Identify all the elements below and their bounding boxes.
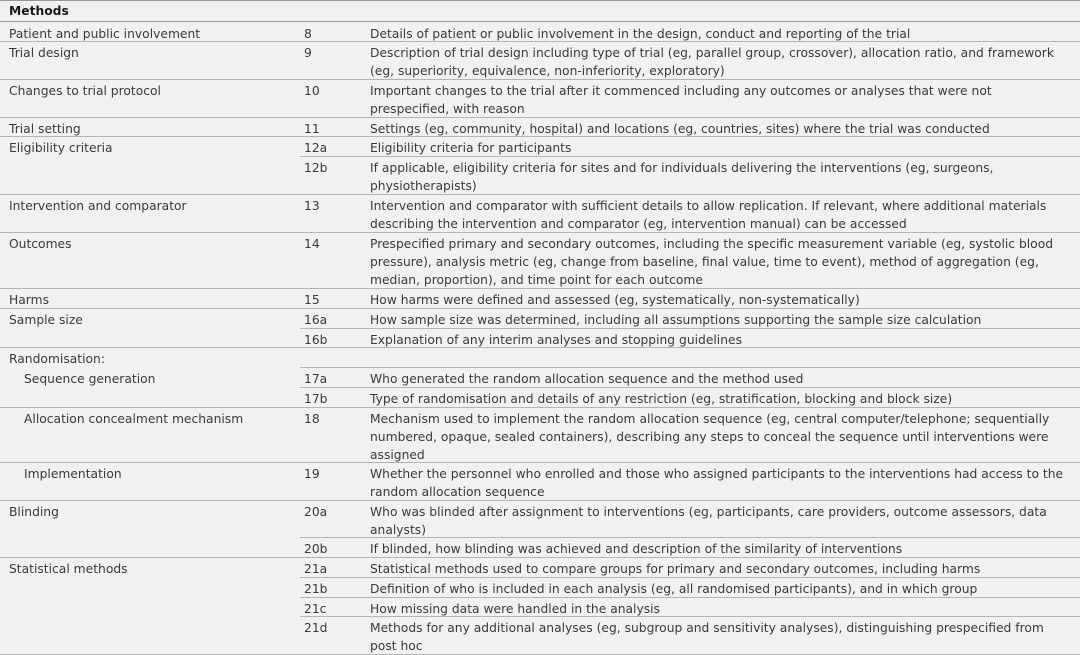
item-number: 16a — [304, 313, 328, 327]
table-row — [0, 308, 1080, 328]
item-number: 20a — [304, 505, 328, 519]
description-cell: Statistical methods used to compare groups for primary and secondary outcomes, including harms — [370, 562, 981, 576]
topic-cell: Sample size — [9, 313, 83, 327]
item-number: 21b — [304, 582, 328, 596]
table-row — [0, 387, 1080, 407]
table-row — [0, 194, 1080, 232]
item-number: 20b — [304, 542, 328, 556]
topic-cell: Outcomes — [9, 237, 72, 251]
item-number: 13 — [304, 199, 320, 213]
section-title: Methods — [9, 4, 69, 18]
table-row — [0, 407, 1080, 462]
description-cell: Prespecified primary and secondary outcomes, including the specific measurement variable (eg, systolic blood pressure), analysis metric (eg, change from baseline, final value, time to event), method of aggregation (eg, median, proportion), and time point for each outcome — [370, 237, 1054, 287]
item-number: 17b — [304, 392, 328, 406]
table-row — [0, 616, 1080, 654]
description-cell: How harms were defined and assessed (eg, systematically, non-systematically) — [370, 293, 860, 307]
topic-cell: Statistical methods — [9, 562, 128, 576]
item-number: 17a — [304, 372, 328, 386]
table-row — [0, 288, 1080, 308]
item-number: 18 — [304, 412, 320, 426]
table-row — [0, 79, 1080, 117]
topic-cell: Harms — [9, 293, 50, 307]
description-cell: Whether the personnel who enrolled and those who assigned participants to the interventions had access to the random allocation sequence — [370, 467, 1064, 499]
description-cell: Methods for any additional analyses (eg, subgroup and sensitivity analyses), distinguishing prespecified from post hoc — [370, 621, 1044, 653]
description-cell: Explanation of any interim analyses and stopping guidelines — [370, 333, 742, 347]
description-cell: If blinded, how blinding was achieved and description of the similarity of interventions — [370, 542, 903, 556]
item-number: 10 — [304, 84, 320, 98]
item-number: 19 — [304, 467, 320, 481]
topic-cell: Trial design — [9, 46, 79, 60]
table-row — [0, 117, 1080, 136]
topic-cell: Allocation concealment mechanism — [24, 412, 244, 426]
table-row — [0, 22, 1080, 41]
topic-cell: Blinding — [9, 505, 59, 519]
topic-cell: Randomisation: — [9, 352, 105, 366]
top-rule — [0, 0, 1080, 1]
item-number: 21c — [304, 602, 327, 616]
table-row — [0, 500, 1080, 537]
item-number: 21d — [304, 621, 328, 635]
description-cell: Type of randomisation and details of any restriction (eg, stratification, blocking and block size) — [370, 392, 953, 406]
table-row — [0, 156, 1080, 194]
table-row — [0, 347, 1080, 367]
description-cell: Eligibility criteria for participants — [370, 141, 572, 155]
topic-cell: Intervention and comparator — [9, 199, 187, 213]
item-number: 8 — [304, 27, 312, 41]
item-number: 11 — [304, 122, 320, 136]
item-number: 12b — [304, 161, 328, 175]
description-cell: Intervention and comparator with sufficient details to allow replication. If relevant, where additional materials describing the intervention and comparator (eg, intervention manual) can be accessed — [370, 199, 1047, 231]
description-cell: Settings (eg, community, hospital) and locations (eg, countries, sites) where the trial was conducted — [370, 122, 990, 136]
item-number: 16b — [304, 333, 328, 347]
item-number: 21a — [304, 562, 328, 576]
topic-cell: Eligibility criteria — [9, 141, 113, 155]
table-row — [0, 577, 1080, 597]
table-row — [0, 462, 1080, 500]
description-cell: If applicable, eligibility criteria for sites and for individuals delivering the interventions (eg, surgeons, physiotherapists) — [370, 161, 994, 193]
topic-cell: Changes to trial protocol — [9, 84, 161, 98]
description-cell: Details of patient or public involvement in the design, conduct and reporting of the trial — [370, 27, 911, 41]
item-number: 15 — [304, 293, 320, 307]
section-header — [0, 4, 1080, 22]
description-cell: Important changes to the trial after it commenced including any outcomes or analyses that were not prespecified, with reason — [370, 84, 992, 116]
table-row — [0, 41, 1080, 79]
table-row — [0, 367, 1080, 387]
item-number: 12a — [304, 141, 328, 155]
description-cell: How sample size was determined, including all assumptions supporting the sample size calculation — [370, 313, 982, 327]
description-cell: Who was blinded after assignment to interventions (eg, participants, care providers, outcome assessors, data analysts) — [370, 505, 1047, 537]
item-number: 14 — [304, 237, 320, 251]
table-row — [0, 537, 1080, 557]
description-cell: Who generated the random allocation sequence and the method used — [370, 372, 804, 386]
item-number: 9 — [304, 46, 312, 60]
table-row — [0, 557, 1080, 577]
description-cell: Mechanism used to implement the random allocation sequence (eg, central computer/telephone; sequentially numbered, opaque, sealed containers), describing any steps to conceal the sequence until interventions were assigned — [370, 412, 1050, 462]
table-row — [0, 328, 1080, 347]
topic-cell: Patient and public involvement — [9, 27, 201, 41]
description-cell: Description of trial design including type of trial (eg, parallel group, crossover), allocation ratio, and framework (eg, superiority, equivalence, non-inferiority, exploratory) — [370, 46, 1054, 78]
topic-cell: Trial setting — [9, 122, 81, 136]
topic-cell: Sequence generation — [24, 372, 156, 386]
table-row — [0, 232, 1080, 288]
topic-cell: Implementation — [24, 467, 122, 481]
description-cell: Definition of who is included in each analysis (eg, all randomised participants), and in which group — [370, 582, 978, 596]
table-row — [0, 597, 1080, 616]
row-divider — [300, 367, 1080, 368]
description-cell: How missing data were handled in the analysis — [370, 602, 660, 616]
table-row — [0, 136, 1080, 156]
